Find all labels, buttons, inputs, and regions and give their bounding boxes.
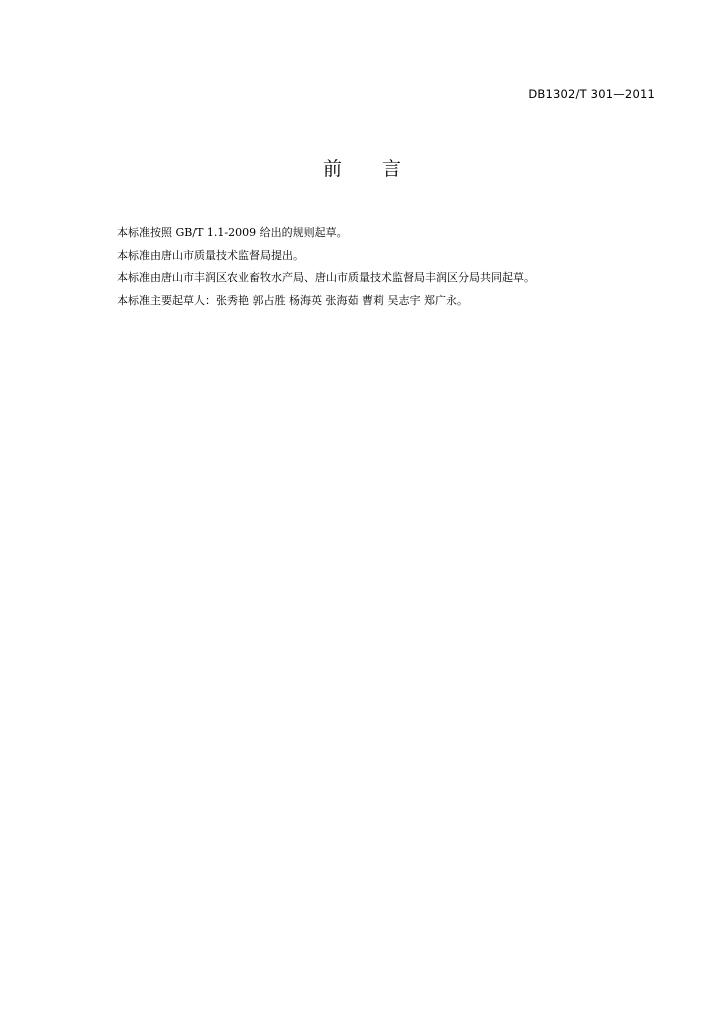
paragraph-proposer: 本标准由唐山市质量技术监督局提出。 [117,248,304,262]
paragraph-drafters: 本标准主要起草人：张秀艳 郭占胜 杨海英 张海茹 曹莉 吴志宇 郑广永。 [117,293,468,307]
title-char-2: 言 [382,158,402,180]
paragraph-drafting-rules: 本标准按照 GB/T 1.1-2009 给出的规则起草。 [117,226,348,239]
standard-code: DB1302/T 301—2011 [528,87,655,101]
foreword-body [117,222,677,312]
page-title [0,154,724,181]
paragraph-drafting-units: 本标准由唐山市丰润区农业畜牧水产局、唐山市质量技术监督局丰润区分局共同起草。 [117,271,535,284]
title-char-1: 前 [322,158,342,180]
